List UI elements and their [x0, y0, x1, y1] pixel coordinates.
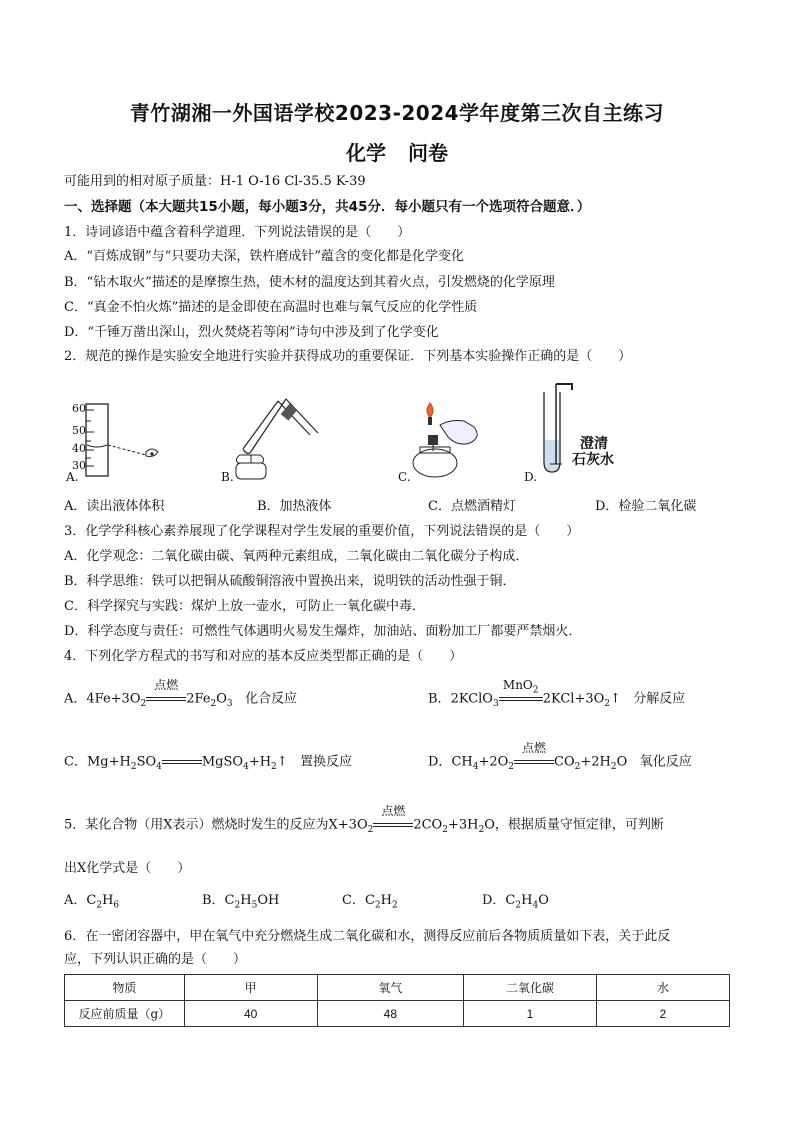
heating-liquid-figure: [228, 395, 328, 483]
table-row: [65, 1001, 730, 1027]
q4-option-d: D．$CH_4+2O_2$ 点燃 $CO_2+2H_2O$ 氧化反应: [428, 741, 692, 773]
q4-option-a: A．$4Fe+3O_2$ 点燃 $2Fe_2O_3$ 化合反应: [64, 678, 298, 710]
fig-d-label: D.: [524, 470, 538, 484]
q6-stem-line1: 6．在一密闭容器中，甲在氧气中充分燃烧生成二氧化碳和水，测得反应前后各物质质量如下表，关于此反: [64, 929, 671, 944]
table-header: 物质: [65, 975, 185, 1001]
exam-subtitle: [0, 137, 794, 166]
q2-stem: 2．规范的操作是实验安全地进行实验并获得成功的重要保证．下列基本实验操作正确的是（ ）: [64, 349, 632, 364]
table-cell: 1: [463, 1001, 596, 1027]
fig-b-label: B.: [221, 470, 234, 484]
table-header: 水: [596, 975, 729, 1001]
q1-option-b: B．“钻木取火”描述的是摩擦生热，使木材的温度达到其着火点，引发燃烧的化学原理: [64, 275, 555, 290]
limewater-label-1: 澄清: [580, 436, 608, 452]
q1-option-a: A．“百炼成钢”与“只要功夫深，铁杵磨成针”蕴含的变化都是化学变化: [64, 249, 464, 264]
limewater-label-2: 石灰水: [572, 452, 614, 468]
q2-option-b: B．加热液体: [257, 499, 332, 514]
q5-option-a: A．$C_2H_6$: [64, 893, 120, 911]
q3-option-d: D．科学态度与责任：可燃性气体遇明火易发生爆炸，加油站、面粉加工厂都要严禁烟火．: [64, 624, 582, 639]
fig-c-label: C.: [398, 470, 411, 484]
tick-40: 40: [72, 442, 86, 455]
q1-option-c: C．“真金不怕火炼”描述的是金即使在高温时也难与氧气反应的化学性质: [64, 300, 478, 315]
exam-title: 青竹湖湘一外国语学校2023-2024学年度第三次自主练习: [129, 101, 665, 125]
tick-30: 30: [72, 459, 86, 472]
paper-label: 问卷: [408, 141, 448, 165]
q6-stem-line2: 应，下列认识正确的是（ ）: [64, 952, 247, 967]
q4-stem: 4．下列化学方程式的书写和对应的基本反应类型都正确的是（ ）: [64, 649, 463, 664]
table-row-label: 反应前质量（g）: [65, 1001, 185, 1027]
q3-option-c: C．科学探究与实践：煤炉上放一壶水，可防止一氧化碳中毒．: [64, 599, 425, 614]
q1-option-d: D．“千锤万凿出深山，烈火焚烧若等闲”诗句中涉及到了化学变化: [64, 325, 439, 340]
q3-option-b: B．科学思维：铁可以把铜从硫酸铜溶液中置换出来，说明铁的活动性强于铜．: [64, 574, 516, 589]
q5-stem: 5．某化合物（用X表示）燃烧时发生的反应为$X+3O_2$ 点燃 $2CO_2+3H_2O$，根据质量守恒定律，可判断: [64, 804, 664, 836]
alcohol-lamp-figure: [400, 395, 500, 483]
fig-a-label: A.: [66, 470, 79, 484]
tick-50: 50: [72, 424, 86, 437]
q5-option-d: D．$C_2H_4O$: [482, 893, 549, 911]
q3-option-a: A．化学观念：二氧化碳由碳、氧两种元素组成，二氧化碳由二氧化碳分子构成．: [64, 549, 529, 564]
q5-option-b: B．$C_2H_5OH$: [202, 893, 280, 911]
q2-option-a: A．读出液体体积: [64, 499, 165, 514]
q5-stem-line2: 出X化学式是（ ）: [64, 861, 191, 876]
q2-option-c: C．点燃酒精灯: [428, 499, 516, 514]
q4-option-c: C．$Mg+H_2SO_4$ $MgSO_4+H_2↑$ 置换反应: [64, 754, 353, 773]
subject-label: 化学: [346, 141, 386, 165]
atomic-mass-note: 可能用到的相对原子质量：H-1 O-16 Cl-35.5 K-39: [64, 174, 366, 189]
section-heading: 一、选择题（本大题共15小题，每小题3分，共45分．每小题只有一个选项符合题意．）: [64, 199, 591, 215]
table-header-row: [65, 975, 730, 1001]
q4-option-b: B．2KClO$_3$ MnO$_2$ $2KCl+3O_2↑$ 分解反应: [428, 678, 686, 710]
table-header: 甲: [184, 975, 317, 1001]
q2-option-d: D．检验二氧化碳: [595, 499, 697, 514]
mass-table: [64, 974, 730, 1027]
q5-option-c: C．$C_2H_2$: [342, 893, 398, 911]
q1-stem: 1．诗词谚语中蕴含着科学道理．下列说法错误的是（ ）: [64, 225, 411, 240]
q3-stem: 3．化学学科核心素养展现了化学课程对学生发展的重要价值，下列说法错误的是（ ）: [64, 524, 580, 539]
table-cell: 40: [184, 1001, 317, 1027]
table-cell: 2: [596, 1001, 729, 1027]
table-cell: 48: [317, 1001, 463, 1027]
tick-60: 60: [72, 402, 86, 415]
table-header: 二氧化碳: [463, 975, 596, 1001]
table-header: 氧气: [317, 975, 463, 1001]
